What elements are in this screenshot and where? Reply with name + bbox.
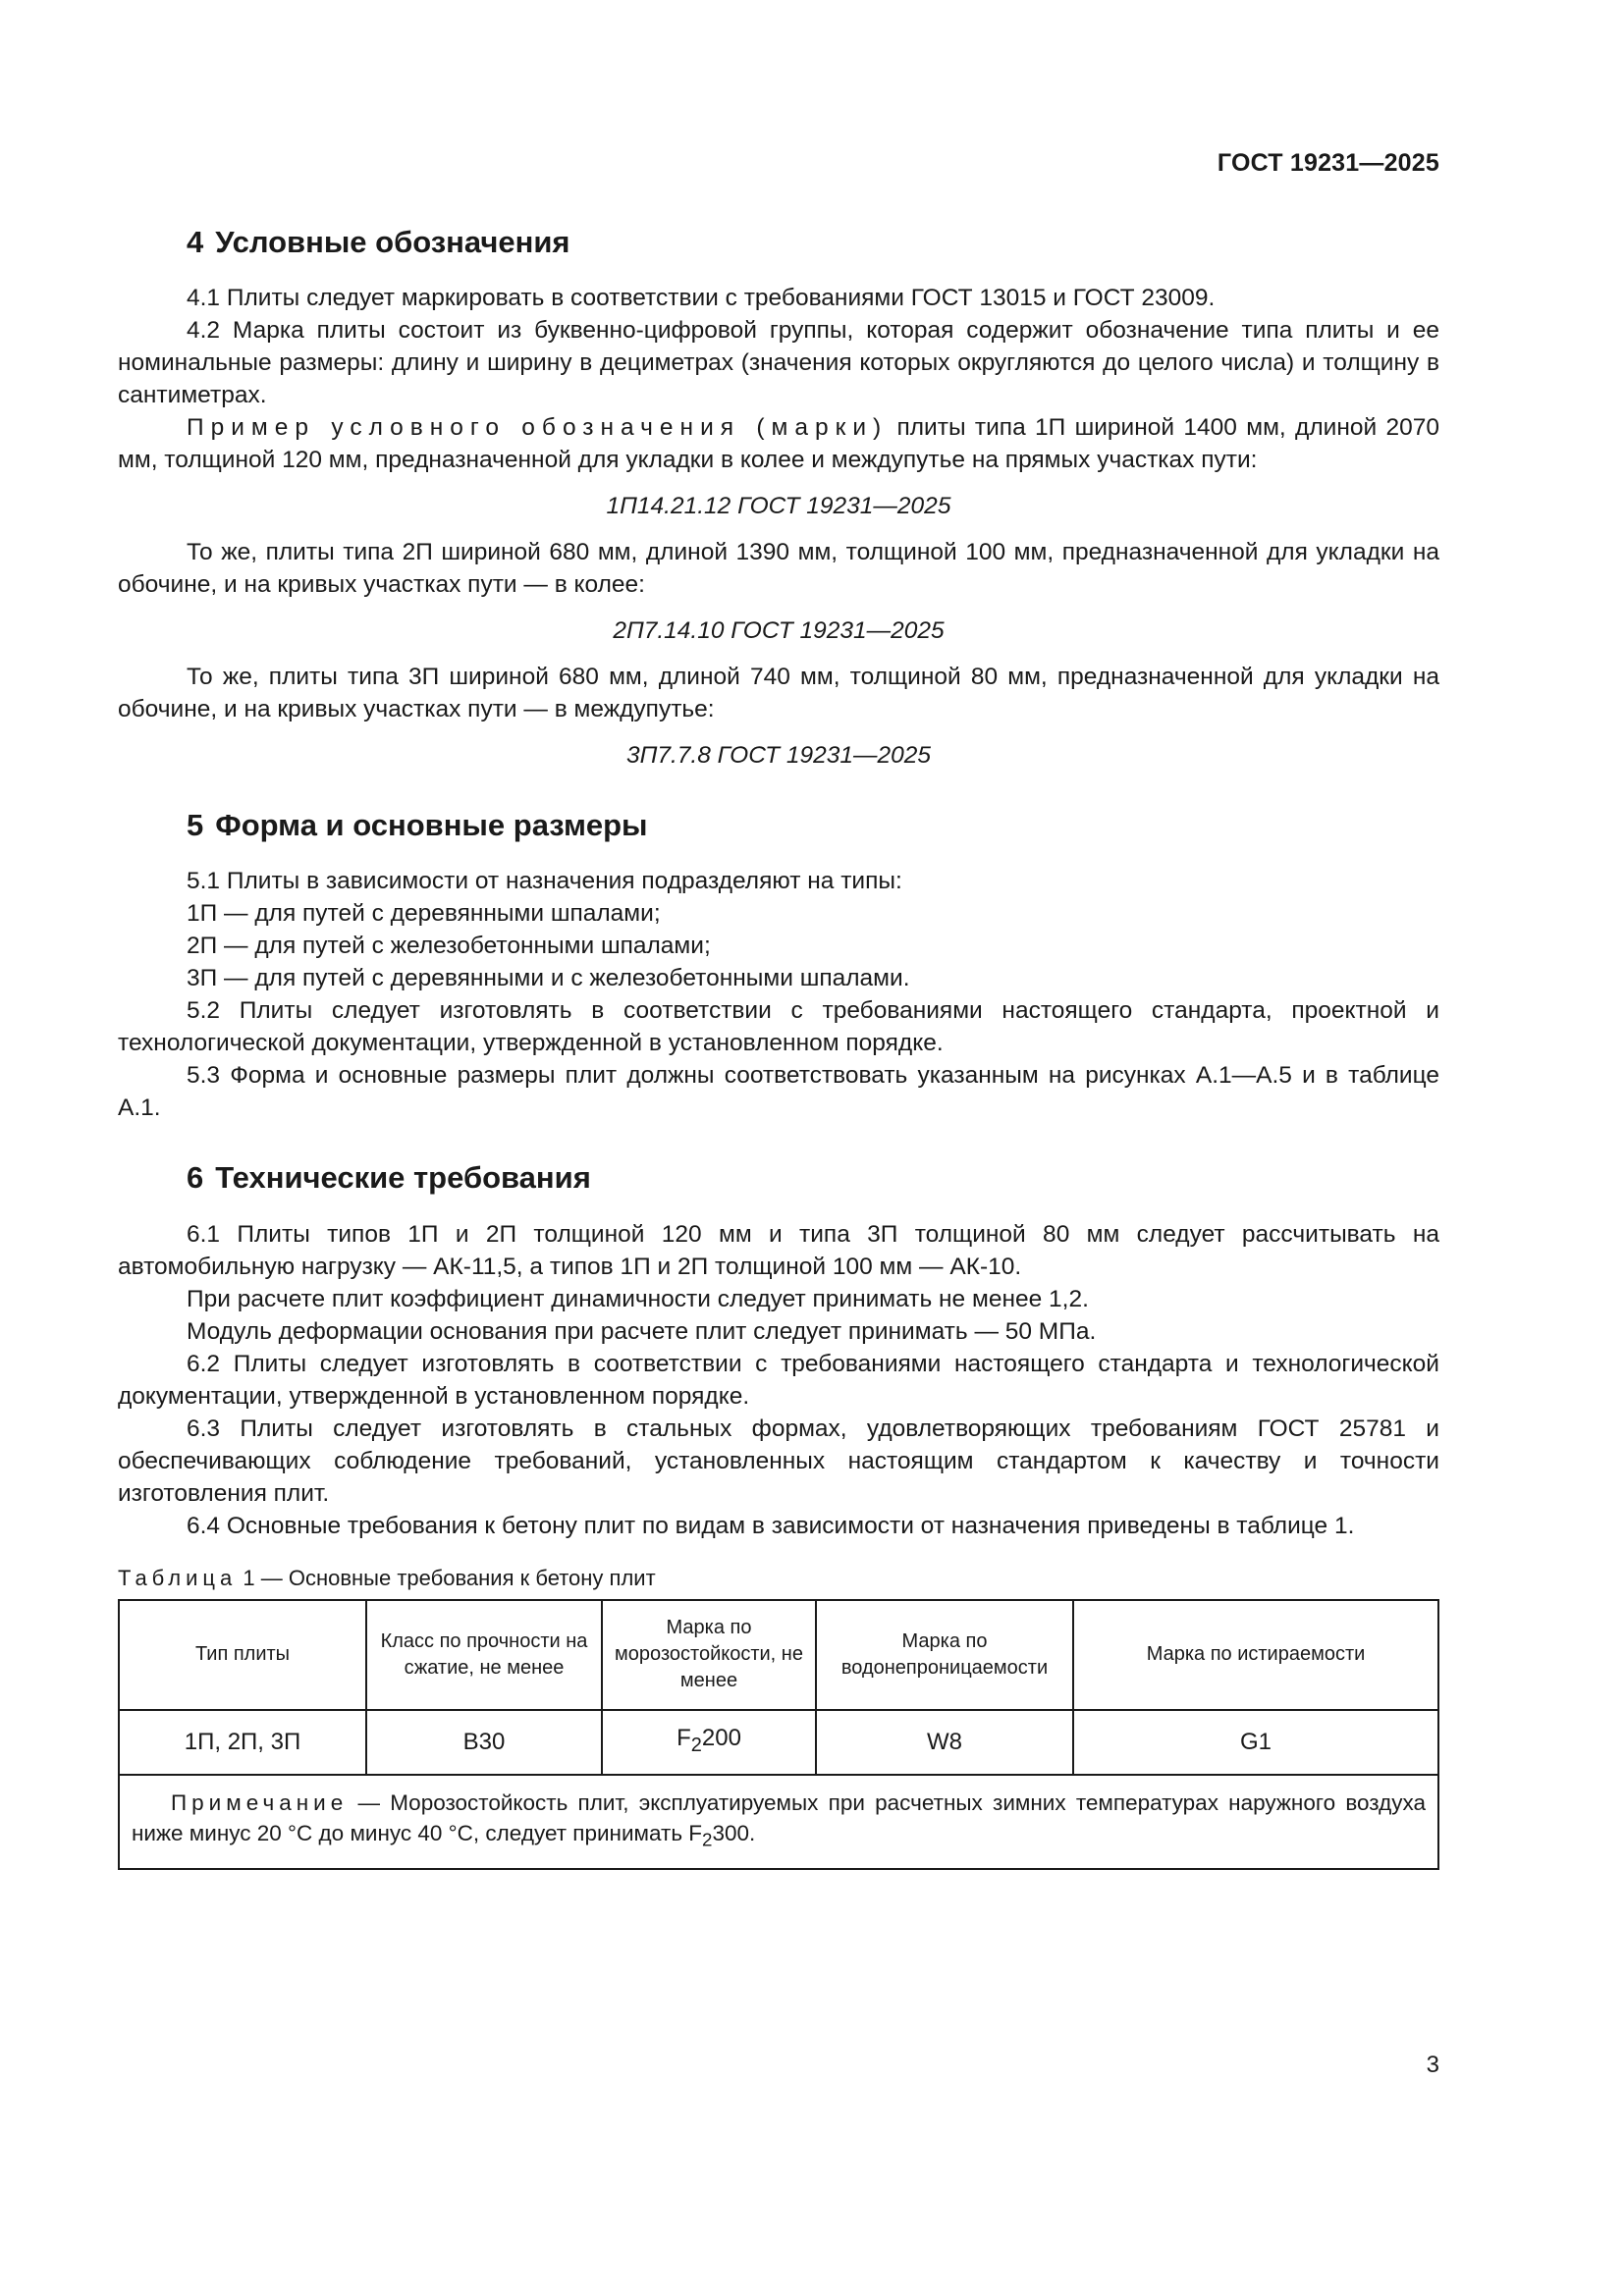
type-1p-item: 1П — для путей с деревянными шпалами; bbox=[187, 900, 661, 928]
header-cell-type: Тип плиты bbox=[119, 1600, 366, 1710]
paragraph-same-2p: То же, плиты типа 2П шириной 680 мм, длиной 1390 мм, толщиной 100 мм, предназначенной для укладки на обочине, и на кривых участках пути — в колее: bbox=[118, 539, 1439, 599]
header-cell-strength: Класс по прочности на сжатие, не менее bbox=[366, 1600, 602, 1710]
page-content bbox=[118, 224, 1439, 1870]
frost-base: F bbox=[677, 1725, 691, 1752]
example-text: плиты типа 1П шириной 1400 мм, длиной 2070 мм, толщиной 120 мм, предназначенной для укладки в колее и междупутье на прямых участках пути: bbox=[118, 414, 1439, 474]
paragraph-4-2: 4.2 Марка плиты состоит из буквенно-цифровой группы, которая содержит обозначение типа плиты и ее номинальные размеры: длину и ширину в дециметрах (значения которых округляются до целого числа) и толщину в сантиметрах. bbox=[118, 317, 1439, 409]
type-2p-item: 2П — для путей с железобетонными шпалами; bbox=[187, 933, 711, 960]
note-text: — Морозостойкость плит, эксплуатируемых при расчетных зимних температурах наружного воздуха ниже минус 20 °С до минус 40 °С, следует принимать F bbox=[132, 1789, 1426, 1845]
cell-abrasion: G1 bbox=[1073, 1710, 1438, 1775]
paragraph-same-3p: То же, плиты типа 3П шириной 680 мм, длиной 740 мм, толщиной 80 мм, предназначенной для укладки на обочине, и на кривых участках пути — в междупутье: bbox=[118, 664, 1439, 723]
document-id: ГОСТ 19231—2025 bbox=[1217, 149, 1439, 177]
cell-water: W8 bbox=[816, 1710, 1073, 1775]
paragraph-5-2: 5.2 Плиты следует изготовлять в соответствии с требованиями настоящего стандарта, проектной и технологической документации, утвержденной в установленном порядке. bbox=[118, 997, 1439, 1057]
designation-formula-1: 1П14.21.12 ГОСТ 19231—2025 bbox=[606, 493, 951, 520]
paragraph-5-1: 5.1 Плиты в зависимости от назначения подразделяют на типы: bbox=[187, 868, 902, 895]
table-caption-text: 1 — Основные требования к бетону плит bbox=[237, 1565, 656, 1590]
section-6-heading bbox=[118, 1159, 1439, 1196]
table-caption bbox=[118, 1564, 1439, 1593]
section-title: Условные обозначения bbox=[215, 225, 570, 259]
cell-strength: В30 bbox=[366, 1710, 602, 1775]
note-label: Примечание bbox=[171, 1789, 349, 1815]
header-cell-frost: Марка по морозостойкости, не менее bbox=[602, 1600, 816, 1710]
frost-subscript: 2 bbox=[690, 1734, 702, 1756]
paragraph-6-2: 6.2 Плиты следует изготовлять в соответствии с требованиями настоящего стандарта и технологической документации, утвержденной в установленном порядке. bbox=[118, 1350, 1439, 1410]
table-note-row bbox=[119, 1775, 1438, 1870]
designation-formula-3: 3П7.7.8 ГОСТ 19231—2025 bbox=[625, 742, 932, 770]
type-3p-item: 3П — для путей с деревянными и с железобетонными шпалами. bbox=[187, 965, 910, 992]
header-cell-abrasion: Марка по истираемости bbox=[1073, 1600, 1438, 1710]
note-subscript: 2 bbox=[702, 1829, 713, 1850]
section-5-heading bbox=[118, 807, 1439, 843]
page-number: 3 bbox=[1426, 2052, 1439, 2078]
paragraph-6-1: 6.1 Плиты типов 1П и 2П толщиной 120 мм и типа 3П толщиной 80 мм следует рассчитывать на автомобильную нагрузку — АК-11,5, а типов 1П и 2П толщиной 100 мм — АК-10. bbox=[118, 1220, 1439, 1280]
section-title: Технические требования bbox=[215, 1160, 591, 1196]
paragraph-deformation-modulus: Модуль деформации основания при расчете плит следует принимать — 50 МПа. bbox=[187, 1317, 1097, 1345]
paragraph-dynamic-coef: При расчете плит коэффициент динамичности следует принимать не менее 1,2. bbox=[187, 1285, 1089, 1312]
table-header-row bbox=[119, 1600, 1438, 1710]
paragraph-5-3: 5.3 Форма и основные размеры плит должны соответствовать указанным на рисунках А.1—А.5 и в таблице А.1. bbox=[118, 1062, 1439, 1122]
frost-value: 200 bbox=[701, 1725, 741, 1752]
section-title: Форма и основные размеры bbox=[215, 808, 648, 843]
header-cell-water: Марка по водонепроницаемости bbox=[816, 1600, 1073, 1710]
example-paragraph bbox=[118, 411, 1439, 476]
section-number: 5 bbox=[187, 808, 204, 843]
note-end: 300. bbox=[712, 1820, 756, 1845]
table-caption-label: Таблица bbox=[118, 1565, 238, 1590]
section-number: 4 bbox=[187, 225, 204, 259]
designation-formula-2: 2П7.14.10 ГОСТ 19231—2025 bbox=[613, 617, 945, 645]
cell-type: 1П, 2П, 3П bbox=[119, 1710, 366, 1775]
example-label: Пример условного обозначения (марки) bbox=[187, 414, 889, 442]
paragraph-4-1: 4.1 Плиты следует маркировать в соответствии с требованиями ГОСТ 13015 и ГОСТ 23009. bbox=[187, 285, 1216, 312]
concrete-requirements-table bbox=[118, 1599, 1439, 1871]
section-number: 6 bbox=[187, 1160, 204, 1196]
table-note bbox=[119, 1775, 1438, 1870]
paragraph-6-4: 6.4 Основные требования к бетону плит по видам в зависимости от назначения приведены в таблице 1. bbox=[187, 1512, 1355, 1539]
table-row bbox=[119, 1710, 1438, 1775]
paragraph-6-3: 6.3 Плиты следует изготовлять в стальных формах, удовлетворяющих требованиям ГОСТ 25781 и обеспечивающих соблюдение требований, установленных настоящим стандартом к качеству и точности изготовления плит. bbox=[118, 1415, 1439, 1507]
section-4-heading bbox=[118, 224, 1439, 260]
cell-frost bbox=[602, 1710, 816, 1775]
